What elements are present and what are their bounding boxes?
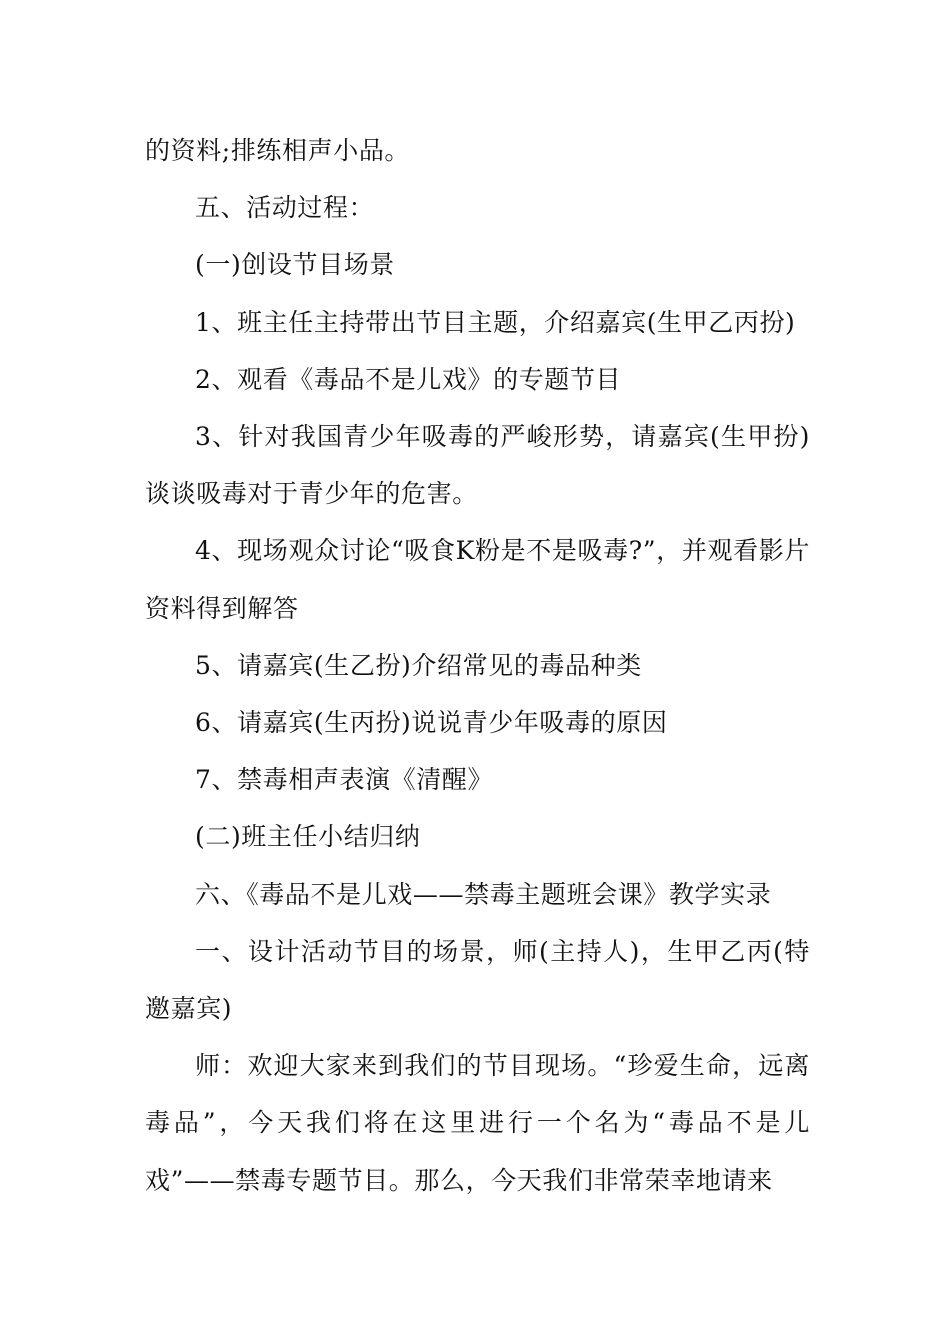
paragraph-5: 2、观看《毒品不是儿戏》的专题节目 [195,364,622,394]
paragraph-13: 一、设计活动节目的场景，师(主持人)，生甲乙丙(特邀嘉宾) [145,936,810,1024]
paragraph-7: 4、现场观众讨论“吸食K粉是不是吸毒?”，并观看影片资料得到解答 [145,536,810,623]
paragraph-1: 的资料;排练相声小品。 [145,136,411,165]
paragraph-9: 6、请嘉宾(生丙扮)说说青少年吸毒的原因 [195,708,668,738]
paragraph-2: 五、活动过程： [195,193,375,223]
paragraph-11: (二)班主任小结归纳 [195,822,421,852]
paragraph-12: 六、《毒品不是儿戏——禁毒主题班会课》教学实录 [195,879,772,909]
paragraph-8: 5、请嘉宾(生乙扮)介绍常见的毒品种类 [195,650,642,680]
paragraph-3: (一)创设节目场景 [195,250,395,280]
paragraph-6: 3、针对我国青少年吸毒的严峻形势，请嘉宾(生甲扮)谈谈吸毒对于青少年的危害。 [145,422,810,509]
paragraph-4: 1、班主任主持带出节目主题，介绍嘉宾(生甲乙丙扮) [195,307,796,337]
paragraph-10: 7、禁毒相声表演《清醒》 [195,765,494,795]
paragraph-14: 师：欢迎大家来到我们的节目现场。“珍爱生命，远离毒品”，今天我们将在这里进行一个名为“毒品不是儿戏”——禁毒专题节目。那么，今天我们非常荣幸地请来 [145,1051,810,1195]
document-body [145,122,810,1209]
